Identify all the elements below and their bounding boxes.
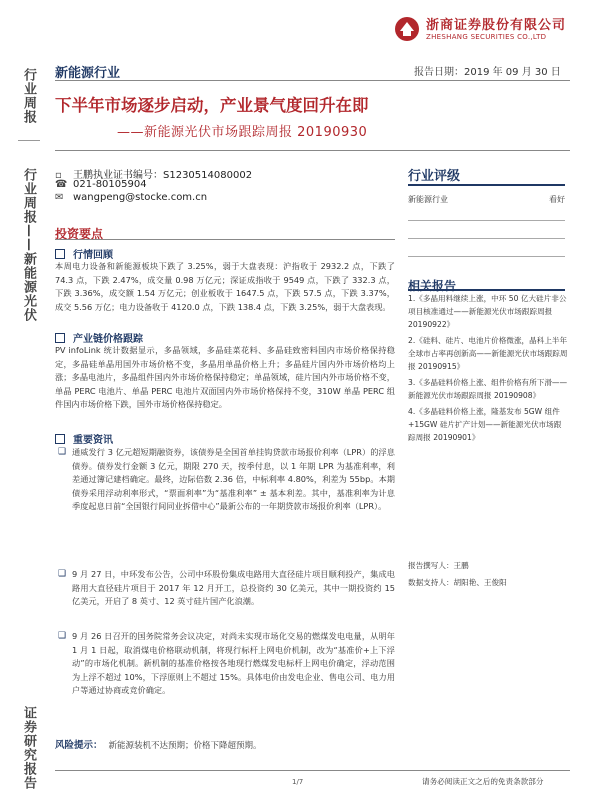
sidebar-label-mid: 行业周报——新能源光伏	[21, 168, 36, 322]
related-rule	[408, 289, 565, 291]
related-reports-list	[408, 292, 568, 447]
analyst-phone	[55, 179, 147, 190]
report-date: 报告日期：2019 年 09 月 30 日	[414, 67, 561, 78]
price-heading	[55, 330, 143, 345]
blank-line	[408, 238, 565, 239]
related-report-item[interactable]: 2.《硅料、硅片、电池片价格微涨，晶科上半年全球市占率再创新高——新能源光伏市场跟踪周报 20190915》	[408, 336, 568, 371]
price-heading-text: 产业链价格跟踪	[73, 334, 143, 345]
company-name-cn: 浙商证券股份有限公司	[426, 18, 567, 33]
company-logo	[394, 12, 574, 48]
rating-row-label: 新能源行业	[408, 195, 448, 204]
footer-rule	[55, 770, 570, 771]
related-report-item[interactable]: 3.《多晶硅料价格上涨、组件价格有所下滑——新能源光伏市场跟踪周报 20190908》	[408, 378, 568, 400]
news-item	[58, 630, 395, 698]
report-writer: 报告撰写人：王鹏	[408, 561, 469, 570]
news-item	[58, 446, 395, 514]
section-title: 投资要点	[55, 227, 104, 241]
report-title: 下半年市场逐步启动，产业景气度回升在即	[55, 96, 369, 115]
related-reports-title: 相关报告	[408, 279, 457, 293]
bullet-icon: ❑	[58, 447, 67, 457]
rating-row-value: 看好	[549, 195, 565, 204]
related-report-item[interactable]: 1.《多晶用料继续上涨，中环 50 亿大硅片非公项目核准通过——新能源光伏市场跟踪周报 20190922》	[408, 294, 567, 329]
sidebar-label-top: 行业周报	[21, 68, 36, 124]
company-logo-icon	[394, 16, 420, 42]
person-icon: ▫	[55, 170, 62, 181]
disclaimer-note: 请务必阅读正文之后的免责条款部分	[422, 777, 544, 786]
news-heading-text: 重要资讯	[73, 435, 113, 446]
rating-rule	[408, 184, 565, 186]
square-bullet-icon	[55, 333, 65, 343]
analyst-email-text[interactable]: wangpeng@stocke.com.cn	[73, 192, 208, 203]
analyst-phone-text: 021-80105904	[73, 179, 147, 190]
sidebar-label-bottom: 证券研究报告	[21, 706, 36, 790]
review-paragraph: 本周电力设备和新能源板块下跌了 3.25%，弱于大盘表现：沪指收于 2932.2 点，下跌了 74.3 点，下跌 2.47%，成交量 0.98 万亿元；深证成指收于 9549 点，下跌了 332.3 点，下跌 3.36%，成交额 1.54 万亿元；创业板收于 1647.5 点，下跌 57.5 点，下跌 3.37%，成交 5.56 万亿；电力设备收于 4120.0 点，下跌 138.4 点，下跌 3.25%，弱于大盘表现。	[55, 261, 395, 312]
report-subtitle: ——新能源光伏市场跟踪周报 20190930	[117, 125, 368, 140]
review-heading-text: 行情回顾	[73, 250, 113, 261]
news-heading	[55, 431, 113, 446]
section-rule	[55, 239, 395, 240]
news-item-text: 9 月 26 日召开的国务院常务会议决定，对尚未实现市场化交易的燃煤发电电量，从明年 1 月 1 日起，取消煤电价格联动机制，将现行标杆上网电价机制，改为“基准价+上下浮动”的市场化机制。新机制的基准价格按各地现行燃煤发电标杆上网电价确定，浮动范围为上浮不超过 10%，下浮原则上不超过 15%。具体电价由发电企业、售电公司、电力用户等通过协商或竞价确定。	[72, 631, 395, 695]
header-rule	[55, 80, 570, 81]
rating-row	[408, 194, 565, 205]
email-icon: ✉	[55, 192, 64, 203]
square-bullet-icon	[55, 434, 65, 444]
price-paragraph: PV infoLink 统计数据显示，多晶领域，多晶硅菜花料、多晶硅致密料国内市场价格保持稳定，多晶硅单晶用国外市场价格不变，多晶用单晶价格上升；多晶硅片国内外市场价格均上涨；多晶电池片，多晶组件国内外市场价格保持稳定；单晶领域，硅片国内外市场价格不变，单晶 PERC 电池片、单晶 PERC 电池片双面国内外市场价格保持不变，310W 单晶 PERC 组件国内市场价格下跌，国外市场价格保持稳定。	[55, 345, 395, 409]
bullet-icon: ❑	[58, 631, 67, 641]
rating-title: 行业评级	[408, 169, 461, 184]
data-support: 数据支持人：胡阳艳、王俊阳	[408, 578, 507, 587]
industry-label: 新能源行业	[55, 66, 121, 81]
related-report-item[interactable]: 4.《多晶硅料价格上涨，隆基发布 5GW 组件+15GW 硅片扩产计划——新能源光伏市场跟踪周报 20190901》	[408, 407, 562, 442]
risk-text: 新能源装机不达预期；价格下降超预期。	[108, 741, 262, 751]
risk-warning	[55, 737, 262, 751]
review-heading	[55, 246, 113, 261]
blank-line	[408, 220, 565, 221]
blank-line	[408, 256, 565, 257]
sidebar-divider	[18, 140, 40, 141]
risk-label: 风险提示：	[55, 740, 103, 751]
bullet-icon: ❑	[58, 569, 67, 579]
company-name-en: ZHESHANG SECURITIES CO.,LTD	[426, 33, 547, 41]
title-rule	[55, 150, 570, 151]
analyst-name-text: 王鹏执业证书编号：S1230514080002	[73, 170, 253, 181]
news-item-text: 9 月 27 日，中环发布公告，公司中环股份集成电路用大直径硅片项目顺利投产，集成电路用大直径硅片项目于 2017 年 12 月开工，总投资约 30 亿美元，其中一期投资约 15 亿美元，开启了 8 英寸、12 英寸硅片国产化浪潮。	[72, 569, 395, 606]
square-bullet-icon	[55, 249, 65, 259]
news-item-text: 通威发行 3 亿元超短期融资券，该债券是全国首单挂钩贷款市场报价利率（LPR）的浮息债券。债券发行金额 3 亿元，期限 270 天，按季付息，以 1 年期 LPR 为基准利率，利差通过簿记建档确定。最终，边际倍数 2.36 倍，中标利率 4.80%，利差为 55bp。本期债券采用浮动利率形式，“票面利率”为“基准利率” ± 基本利差。其中，基准利率为计息季度起息日前“全国银行间同业拆借中心”最新公布的一年期贷款市场报价利率（LPR）。	[72, 447, 395, 511]
phone-icon: ☎	[55, 179, 68, 190]
news-item	[58, 568, 395, 609]
page-number: 1/7	[292, 778, 304, 786]
analyst-email[interactable]	[55, 192, 207, 203]
